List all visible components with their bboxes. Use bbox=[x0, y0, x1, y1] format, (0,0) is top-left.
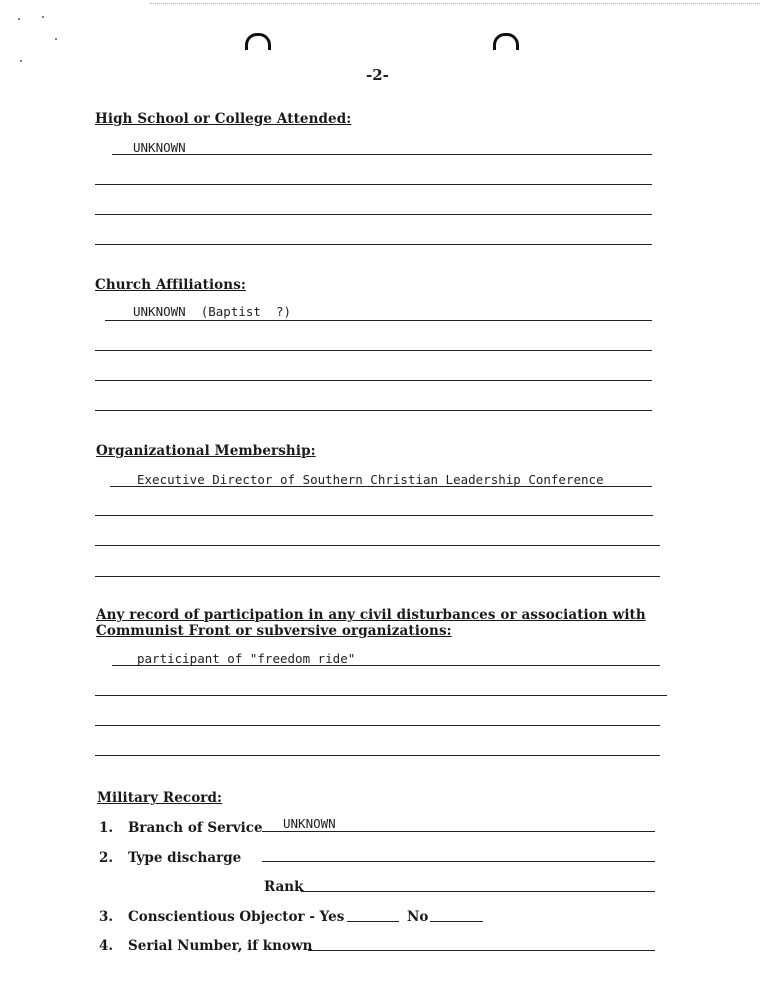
church-heading: Church Affiliations: bbox=[95, 277, 246, 293]
answer-line bbox=[95, 214, 652, 215]
answer-line bbox=[95, 244, 652, 245]
answer-line bbox=[95, 725, 660, 726]
answer-line bbox=[301, 891, 655, 892]
church-answer: UNKNOWN (Baptist ?) bbox=[133, 304, 292, 319]
answer-line bbox=[308, 950, 655, 951]
military-item-number: 3. bbox=[99, 909, 114, 925]
no-label: No bbox=[407, 909, 429, 925]
answer-line bbox=[95, 545, 660, 546]
scan-speck bbox=[42, 16, 44, 18]
scan-speck bbox=[55, 38, 57, 40]
scan-speck bbox=[18, 18, 20, 20]
military-item-number: 2. bbox=[99, 850, 114, 866]
answer-line bbox=[95, 380, 652, 381]
serial-number-label: Serial Number, if known bbox=[128, 938, 313, 954]
answer-line bbox=[95, 515, 653, 516]
education-answer: UNKNOWN bbox=[133, 140, 186, 155]
disturbances-answer: participant of "freedom ride" bbox=[137, 651, 356, 666]
page-number: -2- bbox=[366, 66, 389, 84]
disturbances-heading-line1: Any record of participation in any civil disturbances or association with bbox=[96, 607, 646, 623]
education-heading: High School or College Attended: bbox=[95, 111, 352, 127]
answer-line bbox=[95, 576, 660, 577]
rank-label: Rank bbox=[264, 879, 304, 895]
answer-line bbox=[262, 861, 655, 862]
type-discharge-label: Type discharge bbox=[128, 850, 242, 866]
organization-heading: Organizational Membership: bbox=[96, 443, 316, 459]
military-item-number: 1. bbox=[99, 820, 114, 836]
binder-hole-left bbox=[245, 33, 271, 50]
disturbances-heading-line2: Communist Front or subversive organizations: bbox=[96, 623, 452, 639]
answer-line bbox=[95, 350, 652, 351]
answer-line bbox=[262, 831, 655, 832]
answer-line bbox=[95, 755, 660, 756]
answer-line bbox=[112, 665, 660, 666]
no-answer-line bbox=[430, 921, 483, 922]
binder-hole-right bbox=[493, 33, 519, 50]
organization-answer: Executive Director of Southern Christian Leadership Conference bbox=[137, 472, 604, 487]
page-top-edge bbox=[150, 3, 760, 4]
answer-line bbox=[110, 486, 652, 487]
scan-speck bbox=[20, 60, 22, 62]
yes-answer-line bbox=[347, 921, 399, 922]
answer-line bbox=[95, 695, 667, 696]
branch-of-service-label: Branch of Service bbox=[128, 820, 263, 836]
answer-line bbox=[112, 154, 652, 155]
branch-of-service-value: UNKNOWN bbox=[283, 816, 336, 831]
answer-line bbox=[105, 320, 652, 321]
conscientious-objector-label: Conscientious Objector - Yes bbox=[128, 909, 345, 925]
military-item-number: 4. bbox=[99, 938, 114, 954]
answer-line bbox=[95, 184, 652, 185]
military-heading: Military Record: bbox=[97, 790, 223, 806]
answer-line bbox=[95, 410, 652, 411]
